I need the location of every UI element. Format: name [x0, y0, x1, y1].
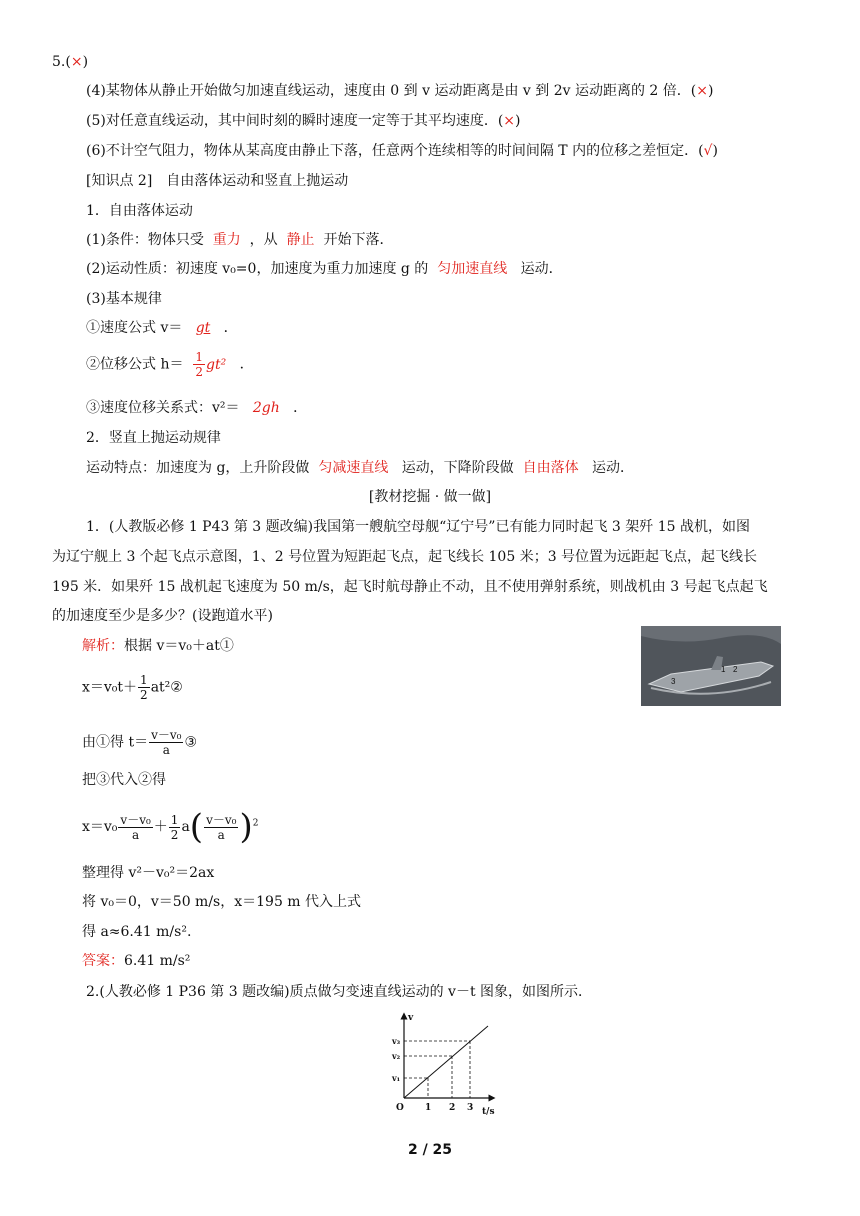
problem-1-line-3: 195 米．如果歼 15 战机起飞速度为 50 m/s，起飞时航母静止不动，且不使用弹射系统，则战机由 3 号起飞点起飞 — [52, 579, 768, 595]
solution-line-5: x＝v₀ $\frac{\text{v－v₀}}{a}$ ＋ $\frac{1}{2}$ a( $\frac{\text{v－v₀}}{a}$ )$^2$ — [82, 807, 259, 847]
displacement-formula: ②位移公式 h＝ $\frac{1}{2}$ gt² ． — [86, 350, 254, 379]
x-axis-label: t/s — [482, 1107, 495, 1117]
velocity-formula: ①速度公式 v＝ gt ． — [86, 320, 238, 336]
velocity-displacement-formula: ③速度位移关系式：v²＝ 2gh ． — [86, 400, 308, 416]
basic-laws-heading: (3)基本规律 — [86, 291, 162, 307]
q5-header: 5.(×) — [52, 54, 89, 70]
y-tick-v3: v₃ — [392, 1036, 401, 1046]
knowledge-point-2: [知识点 2] 自由落体运动和竖直上抛运动 — [86, 173, 349, 189]
vertical-throw-line: 运动特点：加速度为 g，上升阶段做 匀减速直线 运动，下降阶段做 自由落体 运动． — [86, 460, 634, 476]
x-tick-1: 1 — [425, 1103, 432, 1113]
solution-line-7: 将 v₀＝0，v＝50 m/s，x＝195 m 代入上式 — [82, 894, 362, 910]
x-tick-3: 3 — [467, 1103, 474, 1113]
item-4: (4)某物体从静止开始做匀加速直线运动，速度由 0 到 v 运动距离是由 v 到 2v 运动距离的 2 倍．(×) — [86, 83, 714, 99]
section-1-heading: 1．自由落体运动 — [86, 203, 193, 219]
y-axis-label: v — [408, 1013, 414, 1023]
page-number: 2 / 25 — [407, 1142, 453, 1158]
solution-line-3: 由①得 t＝ $\frac{\text{v－v₀}}{a}$ ③ — [82, 728, 198, 757]
ship-label-2: 2 — [733, 665, 738, 674]
v-t-graph — [364, 1010, 504, 1120]
answer-line: 答案：6.41 m/s² — [82, 953, 191, 969]
problem-1-line-1: 1．(人教版必修 1 P43 第 3 题改编)我国第一艘航空母舰“辽宁号”已有能力同时起飞 3 架歼 15 战机，如图 — [86, 519, 750, 535]
ship-label-3: 3 — [671, 677, 676, 686]
property-line: (2)运动性质：初速度 v₀=0，加速度为重力加速度 g 的 匀加速直线 运动． — [86, 261, 563, 277]
solution-line-2: x＝v₀t＋ $\frac{1}{2}$ at²② — [82, 673, 183, 702]
item-6: (6)不计空气阻力，物体从某高度由静止下落，任意两个连续相等的时间间隔 T 内的位移之差恒定．(√) — [86, 143, 718, 159]
solution-line-1: 解析：根据 v＝v₀＋at① — [82, 638, 234, 654]
section-2-heading: 2．竖直上抛运动规律 — [86, 430, 221, 446]
origin-label: O — [396, 1103, 404, 1113]
item-5: (5)对任意直线运动，其中间时刻的瞬时速度一定等于其平均速度．(×) — [86, 113, 521, 129]
solution-line-4: 把③代入②得 — [82, 772, 166, 788]
velocity-line — [404, 1026, 488, 1098]
textbook-section-heading: [教材挖掘 · 做一做] — [368, 489, 492, 505]
aircraft-carrier-photo — [641, 626, 781, 706]
problem-1-line-2: 为辽宁舰上 3 个起飞点示意图，1、2 号位置为短距起飞点，起飞线长 105 米；3 号位置为远距起飞点，起飞线长 — [52, 549, 758, 565]
ship-label-1: 1 — [721, 665, 726, 674]
solution-line-6: 整理得 v²－v₀²＝2ax — [82, 865, 215, 881]
y-tick-v1: v₁ — [392, 1073, 401, 1083]
problem-1-line-4: 的加速度至少是多少？(设跑道水平) — [52, 608, 273, 624]
x-tick-2: 2 — [449, 1103, 456, 1113]
problem-2-line: 2.(人教必修 1 P36 第 3 题改编)质点做匀变速直线运动的 v－t 图象，如图所示． — [86, 984, 593, 1000]
condition-line: (1)条件：物体只受 重力 ，从 静止 开始下落． — [86, 232, 394, 248]
y-tick-v2: v₂ — [392, 1051, 401, 1061]
solution-line-8: 得 a≈6.41 m/s². — [82, 924, 192, 940]
